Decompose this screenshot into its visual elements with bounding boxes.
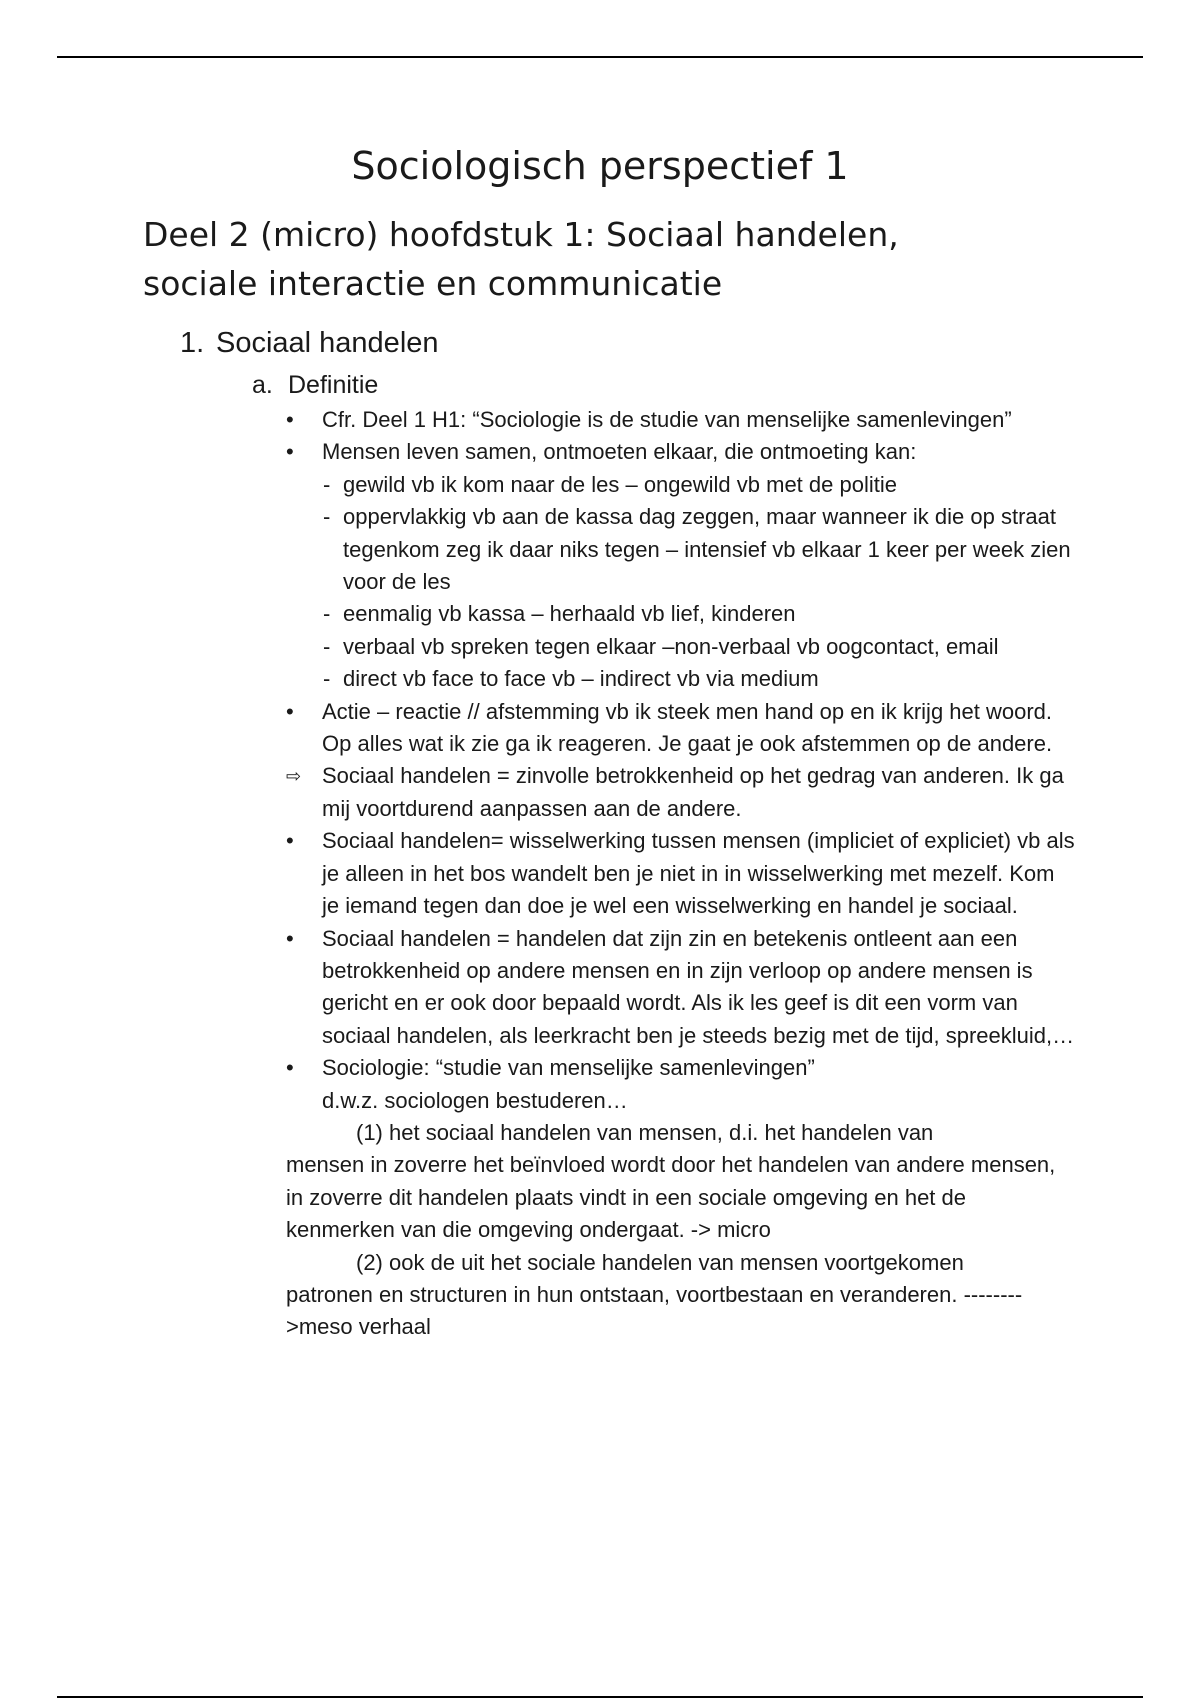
paragraph-first-line: (1) het sociaal handelen van mensen, d.i. het handelen van: [356, 1119, 934, 1145]
dash-item: [286, 663, 1076, 695]
dash-list: [286, 469, 1076, 696]
definition-body: [286, 404, 1076, 1344]
bullet-marker: •: [286, 925, 294, 951]
paragraph-text: patronen en structuren in hun ontstaan, voortbestaan en veranderen. -------->meso verhaal: [286, 1281, 1023, 1340]
bullet-marker: •: [286, 407, 294, 432]
dash-item: [286, 598, 1076, 630]
list-item-mensen: [286, 436, 1076, 468]
list-item-text: Mensen leven samen, ontmoeten elkaar, die ontmoeting kan:: [322, 439, 917, 465]
dash-marker: -: [323, 601, 331, 627]
list-item-text: Sociaal handelen = handelen dat zijn zin en betekenis ontleent aan een betrokkenheid op andere mensen en in zijn verloop op andere mensen is gericht en er ook door bepaald wordt. Als ik les geef is dit een vorm van sociaal handelen, als leerkracht ben je steeds bezig met de tijd, spreekluid,…: [322, 925, 1075, 1048]
dash-marker: -: [323, 471, 331, 497]
list-item-actie: [286, 696, 1076, 761]
paragraph-micro: [286, 1117, 1076, 1247]
dash-item: [286, 469, 1076, 501]
subsection-letter: a.: [252, 371, 273, 399]
document-title: Sociologisch perspectief 1: [351, 144, 849, 188]
list-item-text: Sociologie: “studie van menselijke samenlevingen”: [322, 1055, 815, 1081]
dash-item-text: verbaal vb spreken tegen elkaar –non-verbaal vb oogcontact, email: [343, 633, 999, 659]
dash-item-text: direct vb face to face vb – indirect vb via medium: [343, 666, 819, 692]
list-item-text: Sociaal handelen = zinvolle betrokkenheid op het gedrag van anderen. Ik ga mij voortdurend aanpassen aan de andere.: [322, 763, 1064, 821]
list-item-sociologie: [286, 1052, 1076, 1117]
bullet-marker: •: [286, 1055, 294, 1081]
list-item-text: Sociaal handelen= wisselwerking tussen mensen (impliciet of expliciet) vb als je alleen in het bos wandelt ben je niet in in wisselwerking met mezelf. Kom je iemand tegen dan doe je wel een wisselwerking en handel je sociaal.: [322, 828, 1075, 919]
footer-rule: [57, 1696, 1143, 1698]
chapter-subtitle: [143, 210, 1043, 308]
subtitle-line-2: sociale interactie en communicatie: [143, 264, 723, 303]
list-item-wisselwerking: [286, 825, 1076, 922]
list-item-arrow: [286, 760, 1076, 825]
list-item-text: Cfr. Deel 1 H1: “Sociologie is de studie van menselijke samenlevingen”: [322, 407, 1012, 432]
dash-item: [286, 501, 1076, 598]
bullet-marker: •: [286, 828, 294, 854]
subsection-heading: [252, 367, 378, 403]
dash-marker: -: [323, 666, 331, 692]
dash-marker: -: [323, 504, 331, 530]
list-item-betekenis: [286, 923, 1076, 1053]
section-title: Sociaal handelen: [216, 327, 439, 359]
subsection-title: Definitie: [288, 371, 379, 399]
dash-item: [286, 631, 1076, 663]
dash-marker: -: [323, 633, 331, 659]
dash-item-text: gewild vb ik kom naar de les – ongewild vb met de politie: [343, 471, 897, 497]
dash-item-text: oppervlakkig vb aan de kassa dag zeggen, maar wanneer ik die op straat tegenkom zeg ik daar niks tegen – intensief vb elkaar 1 keer per week zien voor de les: [343, 504, 1071, 595]
paragraph-text: mensen in zoverre het beïnvloed wordt door het handelen van andere mensen, in zoverre dit handelen plaats vindt in een sociale omgeving en het de kenmerken van die omgeving ondergaat. -> micro: [286, 1152, 1056, 1243]
section-number: 1.: [180, 327, 205, 359]
subtitle-line-1: Deel 2 (micro) hoofdstuk 1: Sociaal handelen,: [143, 215, 899, 254]
bullet-marker: •: [286, 698, 294, 724]
bullet-marker: •: [286, 439, 294, 465]
paragraph-meso: [286, 1247, 1076, 1344]
list-item-text: Actie – reactie // afstemming vb ik steek men hand op en ik krijg het woord. Op alles wat ik zie ga ik reageren. Je gaat je ook afstemmen op de andere.: [322, 698, 1053, 757]
header-rule: [57, 56, 1143, 58]
list-item-text-continued: d.w.z. sociologen bestuderen…: [322, 1087, 628, 1113]
list-item-cfr: [286, 404, 1076, 436]
paragraph-first-line: (2) ook de uit het sociale handelen van mensen voortgekomen: [356, 1249, 964, 1275]
dash-item-text: eenmalig vb kassa – herhaald vb lief, kinderen: [343, 601, 796, 627]
arrow-icon: ⇨: [286, 766, 302, 787]
section-heading: [180, 323, 439, 363]
